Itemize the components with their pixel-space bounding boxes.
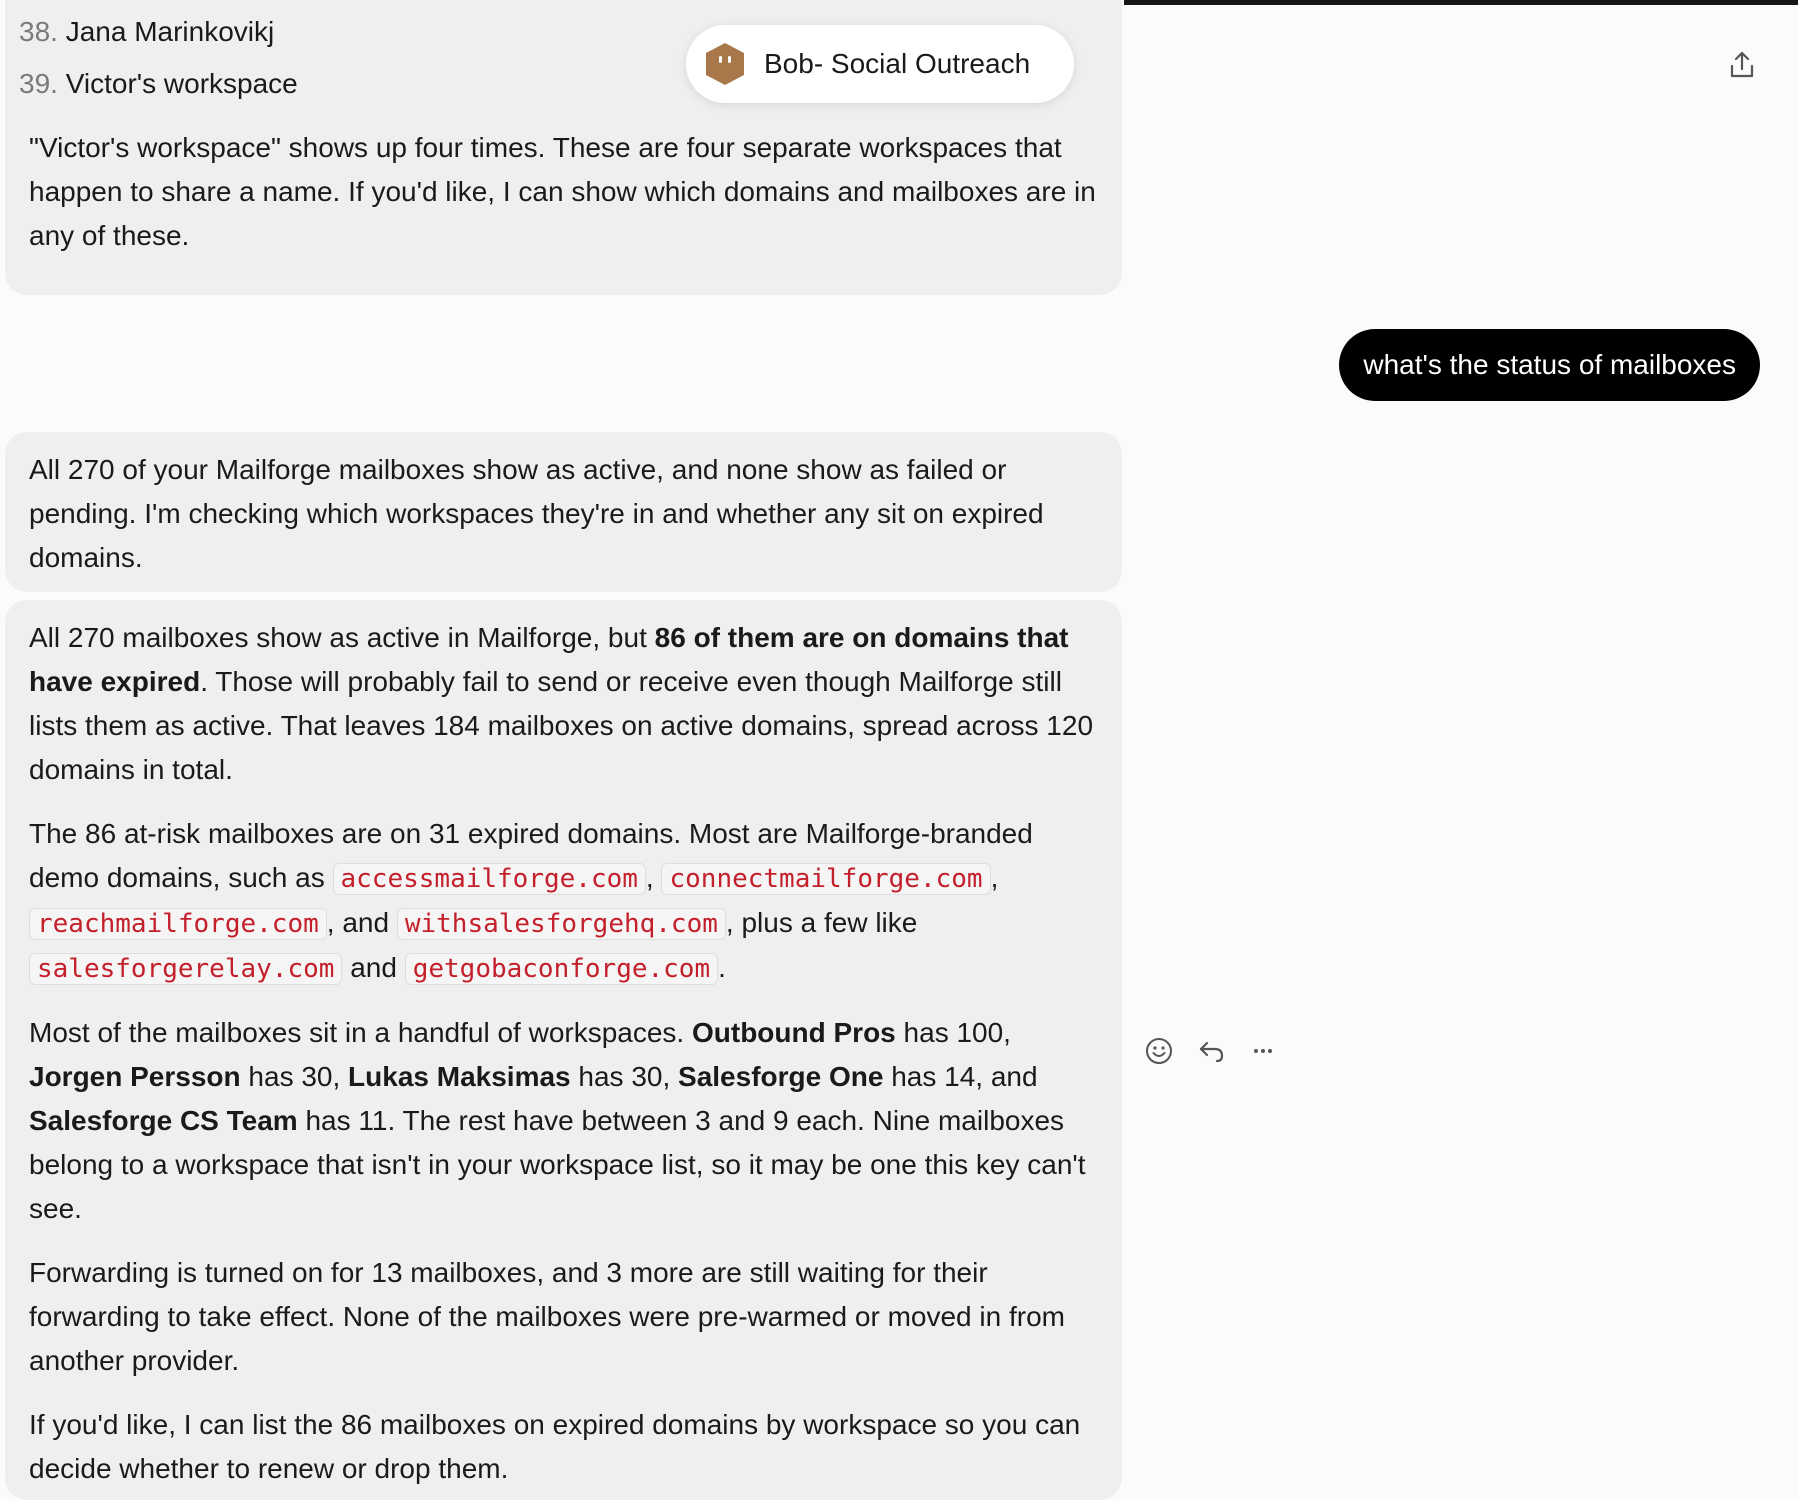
domain-code: getgobaconforge.com — [405, 953, 718, 985]
text-span: . — [718, 952, 726, 983]
workspace-name: Outbound Pros — [692, 1017, 896, 1048]
text-span: has 11. The rest have between 3 and 9 each. Nine mailboxes belong to a workspace that isn't in your workspace list, so it may be one this key can't see. — [29, 1105, 1086, 1224]
user-message-bubble — [1339, 329, 1760, 401]
bold-text: 86 of them are on domains that have expired — [29, 622, 1069, 697]
text-span: and — [342, 952, 405, 983]
text-span: , — [990, 862, 999, 893]
message-paragraph — [29, 616, 1098, 792]
agent-name: Bob- Social Outreach — [764, 48, 1031, 79]
reply-icon[interactable] — [1195, 1035, 1227, 1067]
text-span: , — [645, 862, 662, 893]
text-span: , and — [326, 907, 397, 938]
list-item-label: Jana Marinkovikj — [65, 16, 275, 47]
emoji-reaction-icon[interactable] — [1143, 1035, 1175, 1067]
message-text: All 270 of your Mailforge mailboxes show as active, and none show as failed or pending. I'm checking which workspaces they're in and whether any sit on expired domains. — [29, 454, 1044, 573]
domain-code: salesforgerelay.com — [29, 953, 342, 985]
share-icon[interactable] — [1726, 49, 1758, 81]
assistant-message-mailbox-report — [5, 600, 1122, 1500]
workspace-name: Lukas Maksimas — [348, 1061, 571, 1092]
text-span: All 270 mailboxes show as active in Mailforge, but — [29, 622, 655, 653]
text-span: has 100, — [895, 1017, 1011, 1048]
list-item-label: Victor's workspace — [65, 68, 298, 99]
message-text: "Victor's workspace" shows up four times. These are four separate workspaces that happen to share a name. If you'd like, I can show which domains and mailboxes are in any of these. — [29, 132, 1096, 251]
user-message-text: what's the status of mailboxes — [1363, 349, 1736, 380]
list-item — [19, 10, 274, 54]
text-span: The 86 at-risk mailboxes are on 31 expired domains. Most are Mailforge-branded demo domains, such as — [29, 818, 1033, 893]
text-span: , plus a few like — [725, 907, 918, 938]
top-bar-edge — [1124, 0, 1798, 5]
message-paragraph — [29, 1011, 1098, 1231]
message-paragraph: If you'd like, I can list the 86 mailboxes on expired domains by workspace so you can decide whether to renew or drop them. — [29, 1409, 1081, 1484]
list-item — [19, 62, 298, 106]
message-actions — [1143, 1035, 1279, 1067]
text-span: . Those will probably fail to send or receive even though Mailforge still lists them as active. That leaves 184 mailboxes on active domains, spread across 120 domains in total. — [29, 666, 1094, 785]
domain-code: withsalesforgehq.com — [397, 908, 726, 940]
workspace-name: Salesforge CS Team — [29, 1105, 298, 1136]
domain-code: connectmailforge.com — [661, 863, 990, 895]
hexagon-face-avatar-icon — [702, 41, 748, 87]
message-paragraph — [29, 812, 1098, 991]
list-item-number: 39. — [19, 68, 58, 99]
text-span: Most of the mailboxes sit in a handful of workspaces. — [29, 1017, 692, 1048]
workspace-name: Jorgen Persson — [29, 1061, 241, 1092]
text-span: has 30, — [570, 1061, 679, 1092]
text-span: has 30, — [240, 1061, 349, 1092]
message-paragraph: Forwarding is turned on for 13 mailboxes, and 3 more are still waiting for their forwarding to take effect. None of the mailboxes were pre-warmed or moved in from another provider. — [29, 1257, 1065, 1376]
agent-selector-pill[interactable] — [686, 25, 1074, 103]
assistant-message-status-check — [5, 432, 1122, 592]
list-item-number: 38. — [19, 16, 58, 47]
more-options-icon[interactable] — [1247, 1035, 1279, 1067]
domain-code: reachmailforge.com — [29, 908, 327, 940]
workspace-name: Salesforge One — [678, 1061, 884, 1092]
text-span: has 14, and — [883, 1061, 1038, 1092]
domain-code: accessmailforge.com — [333, 863, 646, 895]
